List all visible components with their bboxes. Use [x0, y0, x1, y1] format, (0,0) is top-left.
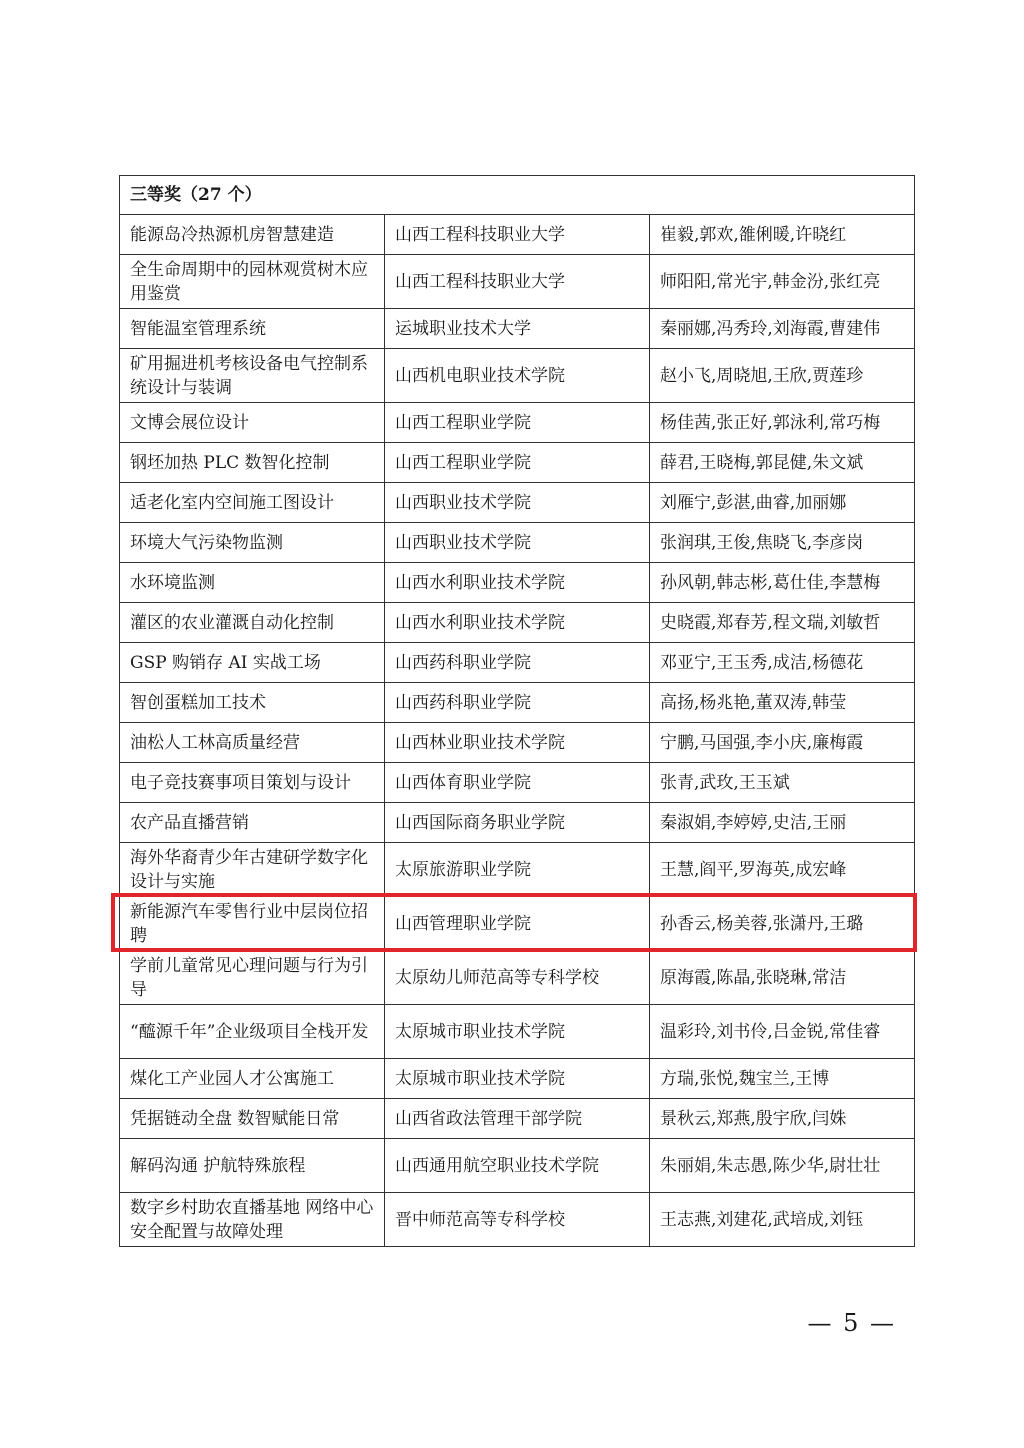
project-name-cell: 油松人工林高质量经营	[120, 723, 385, 763]
project-name-cell: “醯源千年”企业级项目全栈开发	[120, 1005, 385, 1059]
school-name-cell: 山西职业技术学院	[385, 483, 650, 523]
table-row	[120, 1059, 915, 1099]
award-level-header-row	[120, 176, 915, 215]
team-members-cell: 王志燕,刘建花,武培成,刘钰	[650, 1193, 915, 1247]
school-name-cell: 太原城市职业技术学院	[385, 1005, 650, 1059]
school-name-cell: 山西工程职业学院	[385, 443, 650, 483]
project-name-cell: GSP 购销存 AI 实战工场	[120, 643, 385, 683]
project-name-cell: 全生命周期中的园林观赏树木应用鉴赏	[120, 255, 385, 309]
table-row	[120, 523, 915, 563]
table-row	[120, 309, 915, 349]
team-members-cell: 方瑞,张悦,魏宝兰,王博	[650, 1059, 915, 1099]
table-row	[120, 1139, 915, 1193]
team-members-cell: 史晓霞,郑春芳,程文瑞,刘敏哲	[650, 603, 915, 643]
table-row	[120, 443, 915, 483]
project-name-cell: 矿用掘进机考核设备电气控制系统设计与装调	[120, 349, 385, 403]
team-members-cell: 崔毅,郭欢,雒俐暖,许晓红	[650, 215, 915, 255]
team-members-cell: 师阳阳,常光宇,韩金汾,张红亮	[650, 255, 915, 309]
team-members-cell: 温彩玲,刘书伶,吕金锐,常佳睿	[650, 1005, 915, 1059]
project-name-cell: 文博会展位设计	[120, 403, 385, 443]
school-name-cell: 太原幼儿师范高等专科学校	[385, 951, 650, 1005]
team-members-cell: 张青,武玫,王玉斌	[650, 763, 915, 803]
team-members-cell: 赵小飞,周晓旭,王欣,贾莲珍	[650, 349, 915, 403]
team-members-cell: 秦淑娟,李婷婷,史洁,王丽	[650, 803, 915, 843]
school-name-cell: 山西水利职业技术学院	[385, 603, 650, 643]
project-name-cell: 智能温室管理系统	[120, 309, 385, 349]
team-members-cell: 张润琪,王俊,焦晓飞,李彦岗	[650, 523, 915, 563]
project-name-cell: 学前儿童常见心理问题与行为引导	[120, 951, 385, 1005]
school-name-cell: 山西工程科技职业大学	[385, 255, 650, 309]
school-name-cell: 山西省政法管理干部学院	[385, 1099, 650, 1139]
table-row	[120, 255, 915, 309]
table-row	[120, 483, 915, 523]
table-row	[120, 763, 915, 803]
table-row	[120, 215, 915, 255]
project-name-cell: 海外华裔青少年古建研学数字化设计与实施	[120, 843, 385, 897]
school-name-cell: 山西水利职业技术学院	[385, 563, 650, 603]
table-row	[120, 403, 915, 443]
team-members-cell: 孙香云,杨美蓉,张潇丹,王璐	[650, 897, 915, 951]
table-row	[120, 723, 915, 763]
table-row	[120, 1005, 915, 1059]
school-name-cell: 山西工程科技职业大学	[385, 215, 650, 255]
project-name-cell: 钢坯加热 PLC 数智化控制	[120, 443, 385, 483]
school-name-cell: 山西工程职业学院	[385, 403, 650, 443]
school-name-cell: 山西通用航空职业技术学院	[385, 1139, 650, 1193]
project-name-cell: 灌区的农业灌溉自动化控制	[120, 603, 385, 643]
school-name-cell: 晋中师范高等专科学校	[385, 1193, 650, 1247]
school-name-cell: 太原旅游职业学院	[385, 843, 650, 897]
team-members-cell: 秦丽娜,冯秀玲,刘海霞,曹建伟	[650, 309, 915, 349]
team-members-cell: 杨佳茜,张正好,郭泳利,常巧梅	[650, 403, 915, 443]
page-number: — 5 —	[807, 1309, 896, 1337]
project-name-cell: 解码沟通 护航特殊旅程	[120, 1139, 385, 1193]
table-row	[120, 563, 915, 603]
project-name-cell: 农产品直播营销	[120, 803, 385, 843]
school-name-cell: 山西体育职业学院	[385, 763, 650, 803]
table-row	[120, 683, 915, 723]
project-name-cell: 能源岛冷热源机房智慧建造	[120, 215, 385, 255]
table-row	[120, 1099, 915, 1139]
project-name-cell: 适老化室内空间施工图设计	[120, 483, 385, 523]
award-table	[119, 175, 915, 1247]
table-row	[120, 603, 915, 643]
team-members-cell: 薛君,王晓梅,郭昆健,朱文斌	[650, 443, 915, 483]
team-members-cell: 刘雁宁,彭湛,曲睿,加丽娜	[650, 483, 915, 523]
team-members-cell: 高扬,杨兆艳,董双涛,韩莹	[650, 683, 915, 723]
school-name-cell: 山西林业职业技术学院	[385, 723, 650, 763]
table-row	[120, 843, 915, 897]
award-table-body	[120, 176, 915, 1247]
project-name-cell: 环境大气污染物监测	[120, 523, 385, 563]
school-name-cell: 山西机电职业技术学院	[385, 349, 650, 403]
team-members-cell: 景秋云,郑燕,殷宇欣,闫姝	[650, 1099, 915, 1139]
award-level-heading: 三等奖（27 个）	[120, 176, 915, 215]
project-name-cell: 新能源汽车零售行业中层岗位招聘	[120, 897, 385, 951]
school-name-cell: 山西国际商务职业学院	[385, 803, 650, 843]
project-name-cell: 电子竞技赛事项目策划与设计	[120, 763, 385, 803]
project-name-cell: 凭据链动全盘 数智赋能日常	[120, 1099, 385, 1139]
table-row	[120, 803, 915, 843]
school-name-cell: 山西管理职业学院	[385, 897, 650, 951]
team-members-cell: 孙风朝,韩志彬,葛仕佳,李慧梅	[650, 563, 915, 603]
table-row	[120, 349, 915, 403]
school-name-cell: 山西职业技术学院	[385, 523, 650, 563]
team-members-cell: 王慧,阎平,罗海英,成宏峰	[650, 843, 915, 897]
table-row	[120, 643, 915, 683]
school-name-cell: 山西药科职业学院	[385, 683, 650, 723]
team-members-cell: 朱丽娟,朱志愚,陈少华,尉壮壮	[650, 1139, 915, 1193]
school-name-cell: 运城职业技术大学	[385, 309, 650, 349]
table-row	[120, 897, 915, 951]
team-members-cell: 邓亚宁,王玉秀,成洁,杨德花	[650, 643, 915, 683]
table-row	[120, 1193, 915, 1247]
school-name-cell: 太原城市职业技术学院	[385, 1059, 650, 1099]
project-name-cell: 数字乡村助农直播基地 网络中心安全配置与故障处理	[120, 1193, 385, 1247]
school-name-cell: 山西药科职业学院	[385, 643, 650, 683]
project-name-cell: 智创蛋糕加工技术	[120, 683, 385, 723]
project-name-cell: 水环境监测	[120, 563, 385, 603]
project-name-cell: 煤化工产业园人才公寓施工	[120, 1059, 385, 1099]
team-members-cell: 宁鹏,马国强,李小庆,廉梅霞	[650, 723, 915, 763]
team-members-cell: 原海霞,陈晶,张晓琳,常洁	[650, 951, 915, 1005]
table-row	[120, 951, 915, 1005]
